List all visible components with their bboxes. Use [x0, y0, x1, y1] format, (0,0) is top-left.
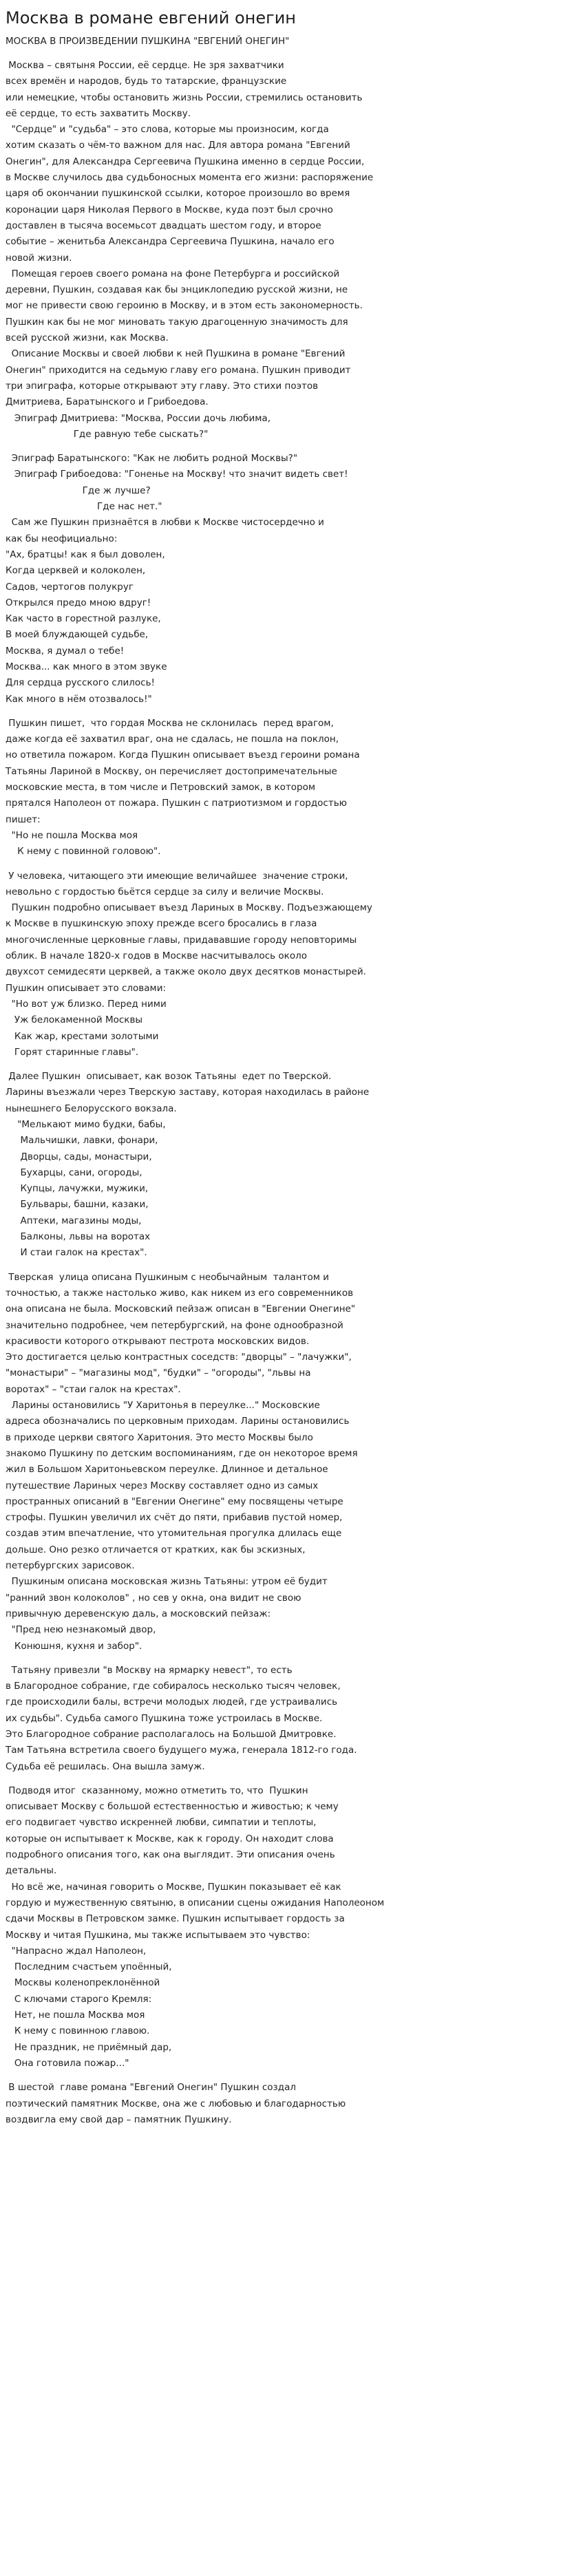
text-line: И стаи галок на крестах".	[6, 1247, 147, 1259]
text-line: к Москве в пушкинскую эпоху прежде всего бросались в глаза	[6, 918, 317, 930]
text-line: Дворцы, сады, монастыри,	[6, 1151, 152, 1162]
text-line: Балконы, львы на воротах	[6, 1231, 151, 1243]
text-line: Там Татьяна встретила своего будущего мужа, генерала 1812-го года.	[6, 1745, 357, 1756]
text-line: Москвы коленопреклонённой	[6, 1977, 160, 1989]
text-line: "Напрасно ждал Наполеон,	[6, 1945, 147, 1957]
text-line: гордую и мужественную святыню, в описании сцены ожидания Наполеоном	[6, 1897, 385, 1908]
text-line: В шестой главе романа "Евгений Онегин" Пушкин создал	[6, 2082, 296, 2094]
text-line: Как часто в горестной разлуке,	[6, 613, 161, 625]
text-line: Мальчишки, лавки, фонари,	[6, 1135, 158, 1147]
text-line: воротах" – "стаи галок на крестах".	[6, 1383, 181, 1395]
text-line: Для сердца русского слилось!	[6, 677, 155, 689]
text-line: хотим сказать о чём-то важном для нас. Для автора романа "Евгений	[6, 140, 350, 151]
text-line: "Ах, братцы! как я был доволен,	[6, 549, 165, 560]
text-line: Ларины остановились "У Харитонья в переулке..." Московские	[6, 1400, 320, 1412]
text-line: Горят старинные главы".	[6, 1046, 139, 1058]
text-line: Москва, я думал о тебе!	[6, 645, 125, 657]
text-line: новой жизни.	[6, 252, 72, 264]
text-line: Дмитриева, Баратынского и Грибоедова.	[6, 396, 209, 408]
text-line: В моей блуждающей судьбе,	[6, 629, 149, 641]
text-line: Не праздник, не приёмный дар,	[6, 2041, 172, 2053]
text-line: поэтический памятник Москве, она же с любовью и благодарностью	[6, 2098, 346, 2109]
text-line: три эпиграфа, которые открывают эту главу. Это стихи поэтов	[6, 380, 319, 392]
text-line: всей русской жизни, как Москва.	[6, 332, 169, 344]
text-line: Нет, не пошла Москва моя	[6, 2010, 145, 2021]
text-block	[6, 58, 572, 443]
text-line: Москва – святыня России, её сердце. Не зря захватчики	[6, 60, 284, 71]
text-line: Тверская улица описана Пушкиным с необычайным талантом и	[6, 1271, 329, 1283]
text-line: "Сердце" и "судьба" – это слова, которые мы произносим, когда	[6, 124, 329, 136]
text-line: коронации царя Николая Первого в Москве, куда поэт был срочно	[6, 204, 333, 215]
text-line: Где ж лучше?	[6, 485, 151, 496]
text-line: многочисленные церковные главы, придававшие городу неповторимы	[6, 934, 357, 946]
text-line: доставлен в тысяча восемьсот двадцать шестом году, и второе	[6, 220, 321, 231]
text-line: Последним счастьем упоённый,	[6, 1961, 172, 1973]
text-line: подробного описания того, как она выглядит. Эти описания очень	[6, 1849, 335, 1861]
text-line: Сам же Пушкин признаётся в любви к Москве чистосердечно и	[6, 517, 324, 529]
text-line: С ключами старого Кремля:	[6, 1993, 152, 2005]
text-line: Уж белокаменной Москвы	[6, 1014, 143, 1026]
text-line: красивости которого открывают пестрота московских видов.	[6, 1335, 310, 1347]
text-block	[6, 1783, 572, 2072]
text-line: в приходе церкви святого Харитония. Это место Москвы было	[6, 1431, 313, 1443]
text-line: "Но вот уж близко. Перед ними	[6, 998, 167, 1010]
text-line: Москва... как много в этом звуке	[6, 661, 167, 672]
text-line: привычную деревенскую даль, а московский пейзаж:	[6, 1608, 271, 1619]
text-line: "Мелькают мимо будки, бабы,	[6, 1119, 166, 1130]
text-line: Пушкин как бы не мог миновать такую драгоценную значимость для	[6, 316, 348, 328]
text-line: Она готовила пожар..."	[6, 2057, 129, 2069]
text-line: царя об окончании пушкинской ссылки, которое произошло во время	[6, 188, 350, 200]
text-line: всех времён и народов, будь то татарские, французские	[6, 76, 287, 87]
text-line: Подводя итог сказанному, можно отметить то, что Пушкин	[6, 1785, 308, 1796]
text-line: жил в Большом Харитоньевском переулке. Длинное и детальное	[6, 1464, 328, 1476]
text-block	[6, 2080, 572, 2128]
text-line: сдачи Москвы в Петровском замке. Пушкин испытывает гордость за	[6, 1913, 345, 1925]
text-line: Купцы, лачужки, мужики,	[6, 1183, 149, 1195]
text-line: Далее Пушкин описывает, как возок Татьяны едет по Тверской.	[6, 1071, 332, 1083]
text-line: Это достигается целью контрастных соседств: "дворцы" – "лачужки",	[6, 1352, 352, 1363]
text-line: Как много в нём отозвалось!"	[6, 693, 152, 705]
text-line: нынешнего Белорусского вокзала.	[6, 1103, 177, 1114]
text-line: мог не привести свою героиню в Москву, и в этом есть закономерность.	[6, 300, 363, 312]
text-line: дольше. Оно резко отличается от кратких, как бы эскизных,	[6, 1544, 306, 1555]
text-line: Онегин", для Александра Сергеевича Пушкина именно в сердце России,	[6, 156, 365, 167]
text-line: адреса обозначались по церковным приходам. Ларины остановились	[6, 1416, 350, 1427]
text-line: знакомо Пушкину по детским воспоминаниям, где он некоторое время	[6, 1447, 358, 1459]
text-line: Бульвары, башни, казаки,	[6, 1199, 149, 1211]
text-line: Как жар, крестами золотыми	[6, 1030, 159, 1042]
text-block	[6, 716, 572, 860]
text-line: создав этим впечатление, что утомительная прогулка длилась еще	[6, 1528, 342, 1540]
text-line: Пушкиным описана московская жизнь Татьяны: утром её будит	[6, 1576, 328, 1588]
text-line: Где равную тебе сыскать?"	[6, 428, 209, 440]
text-line: прятался Наполеон от пожара. Пушкин с патриотизмом и гордостью	[6, 798, 348, 809]
text-line: К нему с повинною главою.	[6, 2025, 150, 2037]
text-line: "монастыри" – "магазины мод", "будки" – "огороды", "львы на	[6, 1367, 311, 1379]
text-line: Эпиграф Грибоедова: "Гоненье на Москву! что значит видеть свет!	[6, 469, 348, 480]
article-subtitle: МОСКВА В ПРОИЗВЕДЕНИИ ПУШКИНА "ЕВГЕНИЙ ОНЕГИН"	[6, 36, 290, 47]
text-line: она описана не была. Московский пейзаж описан в "Евгении Онегине"	[6, 1303, 356, 1315]
text-line: их судьбы". Судьба самого Пушкина тоже устроилась в Москве.	[6, 1712, 323, 1724]
text-line: значительно подробнее, чем петербургский, на фоне однообразной	[6, 1319, 343, 1331]
text-line: её сердце, то есть захватить Москву.	[6, 107, 191, 119]
text-line: Татьяны Лариной в Москву, он перечисляет достопримечательные	[6, 765, 337, 777]
text-line: облик. В начале 1820-х годов в Москве насчитывалось около	[6, 950, 307, 962]
text-line: Татьяну привезли "в Москву на ярмарку невест", то есть	[6, 1664, 293, 1676]
text-line: или немецкие, чтобы остановить жизнь России, стремились остановить	[6, 92, 363, 103]
text-line: как бы неофициально:	[6, 533, 118, 544]
text-line: Москву и читая Пушкина, мы также испытываем это чувство:	[6, 1929, 310, 1941]
text-line: К нему с повинной головою".	[6, 846, 161, 858]
text-line: Ларины въезжали через Тверскую заставу, которая находилась в районе	[6, 1087, 370, 1098]
text-line: Садов, чертогов полукруг	[6, 581, 134, 593]
text-line: точностью, а также настолько живо, как никем из его современников	[6, 1287, 354, 1299]
text-line: московские места, в том числе и Петровский замок, в котором	[6, 782, 316, 794]
text-block	[6, 1069, 572, 1262]
text-line: детальны.	[6, 1865, 57, 1877]
text-line: Аптеки, магазины моды,	[6, 1215, 142, 1226]
text-line: Эпиграф Дмитриева: "Москва, России дочь любима,	[6, 412, 271, 424]
page-title: Москва в романе евгений онегин	[6, 8, 296, 28]
text-line: но ответила пожаром. Когда Пушкин описывает въезд героини романа	[6, 749, 360, 761]
text-line: "Пред нею незнакомый двор,	[6, 1624, 156, 1636]
article-body	[6, 58, 572, 2128]
text-line: воздвигла ему свой дар – памятник Пушкину.	[6, 2114, 232, 2125]
text-line: Описание Москвы и своей любви к ней Пушкина в романе "Евгений	[6, 348, 346, 360]
text-line: "Но не пошла Москва моя	[6, 829, 138, 841]
text-line: его подвигает чувство искренней любви, симпатии и теплоты,	[6, 1817, 317, 1829]
text-line: Пушкин пишет, что гордая Москва не склонилась перед врагом,	[6, 717, 334, 729]
text-line: описывает Москву с большой естественностью и живостью; к чему	[6, 1801, 339, 1813]
text-line: Когда церквей и колоколен,	[6, 565, 146, 577]
text-line: которые он испытывает к Москве, как к городу. Он находит слова	[6, 1833, 334, 1844]
text-line: Бухарцы, сани, огороды,	[6, 1167, 142, 1178]
text-line: событие – женитьба Александра Сергеевича Пушкина, начало его	[6, 236, 335, 248]
text-line: Это Благородное собрание располагалось на Большой Дмитровке.	[6, 1728, 337, 1740]
text-line: в Москве случилось два судьбоносных момента его жизни: распоряжение	[6, 172, 374, 184]
text-line: Пушкин описывает это словами:	[6, 982, 167, 994]
text-line: петербургских зарисовок.	[6, 1560, 135, 1572]
text-line: невольно с гордостью бьётся сердце за силу и величие Москвы.	[6, 886, 324, 897]
text-line: Но всё же, начиная говорить о Москве, Пушкин показывает её как	[6, 1881, 341, 1893]
text-line: Судьба её решилась. Она вышла замуж.	[6, 1760, 205, 1772]
text-line: где происходили балы, встречи молодых людей, где устраивались	[6, 1696, 338, 1708]
text-line: в Благородное собрание, где собиралось несколько тысяч человек,	[6, 1681, 341, 1692]
text-line: "ранний звон колоколов" , но сев у окна, она видит не свою	[6, 1592, 301, 1604]
text-line: У человека, читающего эти имеющие величайшее значение строки,	[6, 870, 348, 882]
text-line: Где нас нет."	[6, 501, 162, 513]
text-line: Онегин" приходится на седьмую главу его романа. Пушкин приводит	[6, 364, 351, 376]
text-line: строфы. Пушкин увеличил их счёт до пяти, прибавив пустой номер,	[6, 1512, 343, 1524]
text-line: пространных описаний в "Евгении Онегине" ему посвящены четыре	[6, 1495, 343, 1507]
text-block	[6, 1270, 572, 1654]
text-line: Пушкин подробно описывает въезд Лариных в Москву. Подъезжающему	[6, 902, 372, 914]
text-block	[6, 451, 572, 707]
text-line: Помещая героев своего романа на фоне Петербурга и российской	[6, 268, 340, 279]
text-line: деревни, Пушкин, создавая как бы энциклопедию русской жизни, не	[6, 284, 348, 296]
text-block	[6, 1663, 572, 1775]
text-line: Открылся предо мною вдруг!	[6, 597, 151, 608]
text-line: двухсот семидесяти церквей, а также около двух десятков монастырей.	[6, 966, 366, 978]
text-line: Эпиграф Баратынского: "Как не любить родной Москвы?"	[6, 453, 298, 465]
text-block	[6, 869, 572, 1061]
text-line: даже когда её захватил враг, она не сдалась, не пошла на поклон,	[6, 734, 339, 745]
text-line: путешествие Лариных через Москву составляет одно из самых	[6, 1480, 319, 1491]
text-line: Конюшня, кухня и забор".	[6, 1640, 142, 1652]
text-line: пишет:	[6, 813, 41, 825]
